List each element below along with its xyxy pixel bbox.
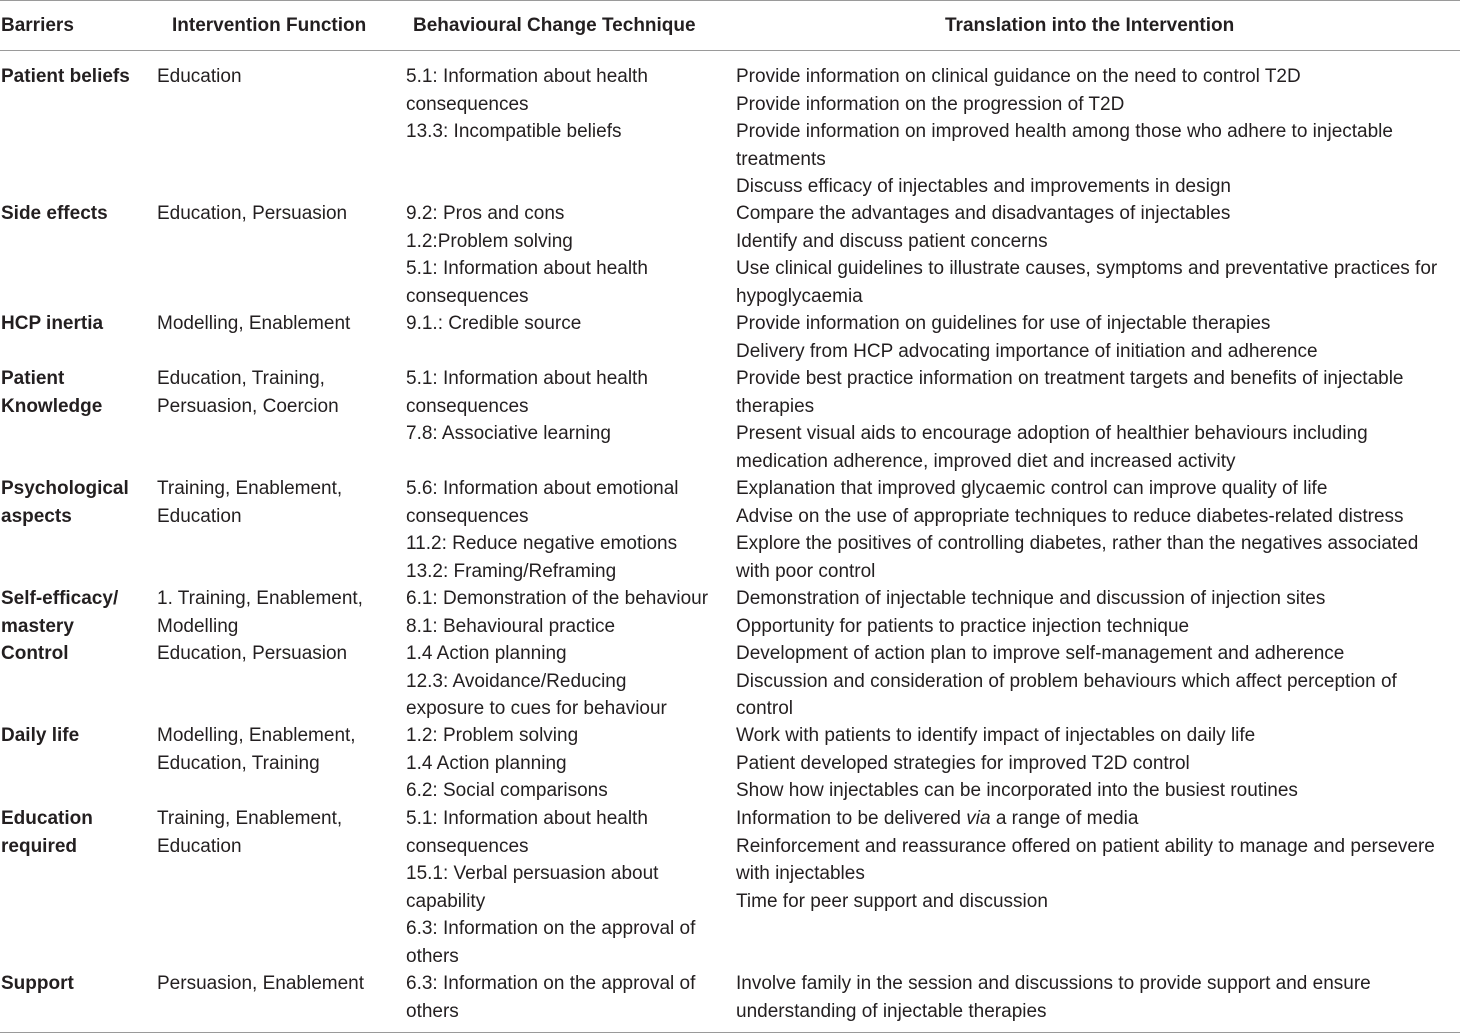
barrier-line: aspects bbox=[1, 505, 72, 527]
translation-line: Involve family in the session and discussions to provide support and ensure bbox=[736, 973, 1371, 994]
technique-cell bbox=[406, 475, 679, 585]
translation-line: Delivery from HCP advocating importance of initiation and adherence bbox=[736, 340, 1318, 362]
function-line: Modelling, Enablement bbox=[157, 313, 351, 334]
translation-line: with injectables bbox=[736, 863, 865, 884]
technique-cell bbox=[406, 722, 608, 805]
barrier-line: Patient beliefs bbox=[1, 66, 130, 87]
translation-cell bbox=[736, 805, 1435, 915]
translation-line: Show how injectables can be incorporated into the busiest routines bbox=[736, 780, 1298, 801]
translation-cell bbox=[736, 310, 1318, 365]
barrier-line: Education bbox=[1, 808, 93, 829]
function-line: Persuasion, Coercion bbox=[157, 395, 339, 417]
translation-line: Demonstration of injectable technique and discussion of injection sites bbox=[736, 588, 1326, 609]
technique-line: 9.2: Pros and cons bbox=[406, 203, 565, 224]
technique-line: 6.3: Information on the approval of bbox=[406, 973, 696, 994]
barrier-cell bbox=[1, 722, 79, 750]
translation-line: Time for peer support and discussion bbox=[736, 890, 1048, 912]
translation-line: Reinforcement and reassurance offered on patient ability to manage and persevere bbox=[736, 835, 1435, 857]
function-line: Education, Persuasion bbox=[157, 643, 348, 664]
translation-line: Identify and discuss patient concerns bbox=[736, 230, 1048, 252]
translation-line: Explore the positives of controlling diabetes, rather than the negatives associated bbox=[736, 533, 1419, 554]
translation-line: Present visual aids to encourage adoption of healthier behaviours including bbox=[736, 423, 1368, 444]
barrier-line: Psychological bbox=[1, 478, 129, 499]
translation-line: understanding of injectable therapies bbox=[736, 1000, 1047, 1022]
translation-line: Provide information on improved health among those who adhere to injectable bbox=[736, 121, 1393, 142]
translation-line: hypoglycaemia bbox=[736, 285, 863, 307]
translation-line: control bbox=[736, 698, 794, 719]
technique-line: capability bbox=[406, 890, 486, 912]
technique-cell bbox=[406, 310, 581, 338]
technique-line: 5.1: Information about health bbox=[406, 66, 648, 87]
translation-line: Use clinical guidelines to illustrate causes, symptoms and preventative practices for bbox=[736, 258, 1438, 279]
technique-line: 15.1: Verbal persuasion about bbox=[406, 863, 659, 884]
function-cell bbox=[157, 585, 363, 668]
technique-cell bbox=[406, 805, 695, 970]
technique-cell bbox=[406, 200, 648, 310]
function-line: Training, Enablement, bbox=[157, 478, 343, 499]
technique-line: 6.2: Social comparisons bbox=[406, 780, 608, 801]
barrier-line: Patient bbox=[1, 368, 65, 389]
technique-line: 13.2: Framing/Reframing bbox=[406, 560, 617, 582]
bottom-rule bbox=[0, 1032, 1460, 1033]
header-behavioural-change-technique: Behavioural Change Technique bbox=[413, 15, 696, 36]
function-cell bbox=[157, 970, 364, 998]
barrier-cell bbox=[1, 970, 74, 998]
translation-cell bbox=[736, 63, 1393, 201]
translation-line: Explanation that improved glycaemic control can improve quality of life bbox=[736, 478, 1328, 499]
translation-line: Information to be delivered via a range of media bbox=[736, 808, 1139, 829]
technique-cell bbox=[406, 63, 648, 146]
function-line: 1. Training, Enablement, bbox=[157, 588, 363, 609]
function-line: Education, Training bbox=[157, 752, 320, 774]
technique-line: 6.3: Information on the approval of bbox=[406, 918, 696, 939]
function-line: Education, Training, bbox=[157, 368, 325, 389]
function-line: Education bbox=[157, 66, 242, 87]
function-cell bbox=[157, 365, 339, 420]
function-cell bbox=[157, 805, 342, 860]
technique-line: 1.2:Problem solving bbox=[406, 230, 573, 252]
translation-line: Provide information on clinical guidance on the need to control T2D bbox=[736, 66, 1301, 87]
technique-line: 5.6: Information about emotional bbox=[406, 478, 679, 499]
technique-line: others bbox=[406, 1000, 459, 1022]
barrier-line: mastery bbox=[1, 615, 74, 637]
translation-line: Discuss efficacy of injectables and improvements in design bbox=[736, 176, 1231, 197]
technique-line: 6.1: Demonstration of the behaviour bbox=[406, 588, 709, 609]
technique-line: 12.3: Avoidance/Reducing bbox=[406, 670, 627, 692]
technique-cell bbox=[406, 970, 695, 1025]
technique-cell bbox=[406, 585, 708, 723]
function-line: Modelling, Enablement, bbox=[157, 725, 356, 746]
barrier-line: HCP inertia bbox=[1, 313, 104, 334]
technique-line: 5.1: Information about health bbox=[406, 808, 648, 829]
translation-line: treatments bbox=[736, 148, 826, 170]
barrier-cell bbox=[1, 365, 102, 420]
technique-line: consequences bbox=[406, 835, 529, 857]
translation-line: Compare the advantages and disadvantages of injectables bbox=[736, 203, 1231, 224]
barrier-cell bbox=[1, 475, 129, 530]
function-line: Education bbox=[157, 835, 242, 857]
barrier-line: Knowledge bbox=[1, 395, 103, 417]
barrier-line: Side effects bbox=[1, 203, 108, 224]
technique-line: 1.4 Action planning bbox=[406, 752, 567, 774]
barrier-line: Control bbox=[1, 643, 69, 664]
translation-line: Discussion and consideration of problem behaviours which affect perception of bbox=[736, 670, 1397, 692]
technique-line: 11.2: Reduce negative emotions bbox=[406, 533, 678, 554]
technique-line: 5.1: Information about health bbox=[406, 258, 648, 279]
translation-line: medication adherence, improved diet and increased activity bbox=[736, 450, 1236, 472]
header-rule bbox=[0, 50, 1460, 51]
translation-line: Patient developed strategies for improved T2D control bbox=[736, 752, 1190, 774]
barrier-line: Support bbox=[1, 973, 74, 994]
barrier-cell bbox=[1, 805, 93, 860]
function-line: Education bbox=[157, 505, 242, 527]
technique-line: 7.8: Associative learning bbox=[406, 423, 611, 444]
barrier-line: Self-efficacy/ bbox=[1, 588, 119, 609]
function-line: Training, Enablement, bbox=[157, 808, 343, 829]
header-intervention-function: Intervention Function bbox=[172, 15, 367, 36]
technique-line: 5.1: Information about health bbox=[406, 368, 648, 389]
function-cell bbox=[157, 310, 350, 338]
translation-cell bbox=[736, 475, 1418, 585]
technique-cell bbox=[406, 365, 648, 448]
function-cell bbox=[157, 475, 342, 530]
translation-cell bbox=[736, 722, 1298, 805]
function-line: Persuasion, Enablement bbox=[157, 973, 365, 994]
technique-line: consequences bbox=[406, 285, 529, 307]
function-cell bbox=[157, 200, 347, 228]
barrier-line: required bbox=[1, 835, 78, 857]
header-translation: Translation into the Intervention bbox=[945, 15, 1235, 36]
translation-cell bbox=[736, 200, 1437, 310]
function-cell bbox=[157, 63, 242, 91]
translation-cell bbox=[736, 970, 1371, 1025]
translation-line: Provide information on the progression of T2D bbox=[736, 93, 1125, 115]
technique-line: 9.1.: Credible source bbox=[406, 313, 582, 334]
technique-line: 1.2: Problem solving bbox=[406, 725, 579, 746]
translation-line: Work with patients to identify impact of injectables on daily life bbox=[736, 725, 1256, 746]
function-cell bbox=[157, 722, 356, 777]
technique-line: consequences bbox=[406, 395, 529, 417]
barrier-cell bbox=[1, 585, 118, 668]
technique-line: exposure to cues for behaviour bbox=[406, 698, 667, 719]
technique-line: others bbox=[406, 945, 459, 967]
translation-line: Provide information on guidelines for use of injectable therapies bbox=[736, 313, 1271, 334]
translation-line: Development of action plan to improve self-management and adherence bbox=[736, 643, 1345, 664]
technique-line: consequences bbox=[406, 505, 529, 527]
barrier-cell bbox=[1, 63, 130, 91]
function-line: Modelling bbox=[157, 615, 239, 637]
translation-line: therapies bbox=[736, 395, 815, 417]
translation-cell bbox=[736, 365, 1404, 475]
translation-cell bbox=[736, 585, 1397, 723]
function-line: Education, Persuasion bbox=[157, 203, 348, 224]
barrier-line: Daily life bbox=[1, 725, 80, 746]
technique-line: consequences bbox=[406, 93, 529, 115]
technique-line: 13.3: Incompatible beliefs bbox=[406, 121, 622, 142]
translation-line: Provide best practice information on treatment targets and benefits of injectable bbox=[736, 368, 1404, 389]
technique-line: 8.1: Behavioural practice bbox=[406, 615, 616, 637]
translation-line: Advise on the use of appropriate techniques to reduce diabetes-related distress bbox=[736, 505, 1404, 527]
barrier-cell bbox=[1, 200, 108, 228]
translation-line: Opportunity for patients to practice injection technique bbox=[736, 615, 1190, 637]
barrier-cell bbox=[1, 310, 103, 338]
header-barriers: Barriers bbox=[1, 15, 74, 36]
technique-line: 1.4 Action planning bbox=[406, 643, 567, 664]
translation-line: with poor control bbox=[736, 560, 876, 582]
